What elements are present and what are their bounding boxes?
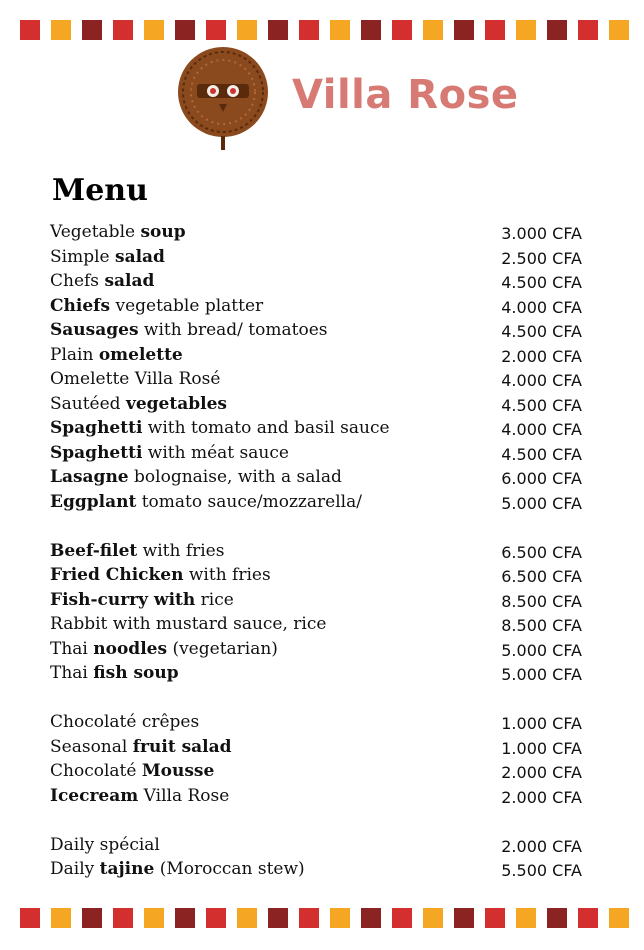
menu-item-row xyxy=(50,614,590,638)
menu-item-name xyxy=(50,786,229,806)
border-square xyxy=(299,20,319,40)
border-square xyxy=(206,908,226,928)
menu-item-row xyxy=(50,443,590,467)
border-square xyxy=(423,20,443,40)
border-square xyxy=(330,908,350,928)
border-square xyxy=(361,908,381,928)
menu-item-name-pre: Rabbit with mustard sauce, rice xyxy=(50,614,327,634)
menu-item-name-post: with tomato and basil sauce xyxy=(142,418,390,438)
menu-item-row xyxy=(50,541,590,565)
menu-item-row xyxy=(50,761,590,785)
menu-item-row xyxy=(50,271,590,295)
menu-item-name xyxy=(50,394,227,414)
menu-item-price: 2.000 CFA xyxy=(501,347,582,366)
border-square xyxy=(609,20,629,40)
menu-item-price: 8.500 CFA xyxy=(501,616,582,635)
menu-item-price: 4.000 CFA xyxy=(501,371,582,390)
menu-item-name-bold: Beef-filet xyxy=(50,541,138,561)
menu-item-price: 4.000 CFA xyxy=(501,298,582,317)
menu-item-name xyxy=(50,761,214,781)
menu-item-row xyxy=(50,320,590,344)
menu-item-name xyxy=(50,541,224,561)
menu-item-name xyxy=(50,418,390,438)
border-square xyxy=(330,20,350,40)
border-square xyxy=(392,20,412,40)
menu-item-name-pre: Simple xyxy=(50,247,115,267)
menu-item-name-bold: Fried Chicken xyxy=(50,565,184,585)
top-decorative-border xyxy=(20,20,632,40)
menu-item-name-bold: tajine xyxy=(99,859,155,879)
menu-item-price: 5.000 CFA xyxy=(501,665,582,684)
menu-item-price: 3.000 CFA xyxy=(501,224,582,243)
menu-item-row xyxy=(50,296,590,320)
menu-item-name xyxy=(50,320,327,340)
menu-item-name xyxy=(50,859,305,879)
menu-item-name-post: rice xyxy=(195,590,234,610)
menu-item-row xyxy=(50,737,590,761)
menu-item-name-bold: Icecream xyxy=(50,786,139,806)
border-square xyxy=(516,20,536,40)
menu-item-name-post: Villa Rose xyxy=(138,786,230,806)
menu-item-price: 6.500 CFA xyxy=(501,567,582,586)
menu-item-name-pre: Thai xyxy=(50,663,94,683)
menu-item-row xyxy=(50,639,590,663)
border-square xyxy=(609,908,629,928)
menu-item-price: 4.500 CFA xyxy=(501,322,582,341)
menu-item-row xyxy=(50,369,590,393)
border-square xyxy=(144,20,164,40)
menu-item-name xyxy=(50,590,234,610)
menu-item-price: 1.000 CFA xyxy=(501,739,582,758)
menu-item-name-pre: Chocolaté xyxy=(50,761,142,781)
menu-item-name-pre: Thai xyxy=(50,639,94,659)
menu-item-row xyxy=(50,590,590,614)
menu-item-row xyxy=(50,394,590,418)
menu-item-name-pre: Vegetable xyxy=(50,222,141,242)
menu-item-row xyxy=(50,786,590,810)
menu-item-price: 4.500 CFA xyxy=(501,445,582,464)
menu-item-name-post: tomato sauce/mozzarella/ xyxy=(136,492,362,512)
border-square xyxy=(175,908,195,928)
menu-item-row xyxy=(50,345,590,369)
menu-item-name-post: bolognaise, with a salad xyxy=(128,467,342,487)
menu-item-name-bold: vegetables xyxy=(125,394,227,414)
tribal-mask-logo-icon xyxy=(175,46,271,152)
menu-item-name-post: with fries xyxy=(137,541,225,561)
menu-item-name xyxy=(50,467,342,487)
menu-item-name xyxy=(50,247,165,267)
border-square xyxy=(82,908,102,928)
menu-item-name xyxy=(50,737,232,757)
restaurant-name: Villa Rose xyxy=(292,72,519,118)
menu-item-name xyxy=(50,443,289,463)
menu-item-name xyxy=(50,271,154,291)
menu-item-row xyxy=(50,247,590,271)
menu-item-price: 5.000 CFA xyxy=(501,641,582,660)
border-square xyxy=(454,908,474,928)
border-square xyxy=(299,908,319,928)
menu-item-row xyxy=(50,492,590,516)
border-square xyxy=(485,20,505,40)
bottom-decorative-border xyxy=(20,908,632,928)
menu-item-name-bold: Spaghetti xyxy=(50,443,143,463)
menu-item-name-post: (Moroccan stew) xyxy=(154,859,305,879)
menu-item-name-post: with fries xyxy=(183,565,271,585)
border-square xyxy=(578,20,598,40)
menu-item-name-pre: Daily xyxy=(50,859,100,879)
border-square xyxy=(516,908,536,928)
menu-item-name xyxy=(50,565,271,585)
menu-item-name-bold: noodles xyxy=(93,639,168,659)
menu-item-name-bold: Fish-curry with xyxy=(50,590,196,610)
menu-item-name-bold: salad xyxy=(115,247,165,267)
menu-item-name-bold: salad xyxy=(104,271,155,291)
menu-item-price: 2.500 CFA xyxy=(501,249,582,268)
menu-item-name xyxy=(50,663,179,683)
menu-item-price: 4.000 CFA xyxy=(501,420,582,439)
menu-item-price: 6.000 CFA xyxy=(501,469,582,488)
border-square xyxy=(82,20,102,40)
border-square xyxy=(175,20,195,40)
menu-item-name-bold: omelette xyxy=(98,345,183,365)
border-square xyxy=(144,908,164,928)
menu-item-price: 4.500 CFA xyxy=(501,396,582,415)
menu-item-name-bold: Eggplant xyxy=(50,492,137,512)
menu-item-price: 1.000 CFA xyxy=(501,714,582,733)
menu-item-name-pre: Chefs xyxy=(50,271,105,291)
menu-item-row xyxy=(50,663,590,687)
menu-item-name-bold: Mousse xyxy=(141,761,215,781)
border-square xyxy=(113,908,133,928)
menu-item-row xyxy=(50,418,590,442)
menu-item-price: 2.000 CFA xyxy=(501,788,582,807)
border-square xyxy=(268,20,288,40)
menu-item-name-post: with bread/ tomatoes xyxy=(138,320,328,340)
menu-item-name-post: vegetable platter xyxy=(110,296,264,316)
menu-item-name xyxy=(50,345,183,365)
border-square xyxy=(547,20,567,40)
menu-item-name xyxy=(50,492,362,512)
menu-item-price: 5.000 CFA xyxy=(501,494,582,513)
border-square xyxy=(547,908,567,928)
border-square xyxy=(392,908,412,928)
menu-item-name-bold: fish soup xyxy=(93,663,179,683)
menu-item-price: 2.000 CFA xyxy=(501,837,582,856)
border-square xyxy=(454,20,474,40)
border-square xyxy=(51,20,71,40)
menu-item-name xyxy=(50,712,199,732)
border-square xyxy=(237,20,257,40)
menu-item-name-bold: fruit salad xyxy=(132,737,232,757)
menu-item-row xyxy=(50,222,590,246)
menu-item-row xyxy=(50,835,590,859)
menu-item-name xyxy=(50,614,326,634)
menu-item-name-bold: Sausages xyxy=(50,320,139,340)
menu-item-name-bold: Spaghetti xyxy=(50,418,143,438)
menu-item-price: 5.500 CFA xyxy=(501,861,582,880)
menu-item-price: 2.000 CFA xyxy=(501,763,582,782)
border-square xyxy=(268,908,288,928)
menu-item-row xyxy=(50,712,590,736)
menu-item-name-pre: Sautéed xyxy=(50,394,126,414)
menu-item-name xyxy=(50,296,263,316)
menu-title: Menu xyxy=(52,173,148,208)
menu-item-name xyxy=(50,369,220,389)
menu-item-name-bold: soup xyxy=(140,222,186,242)
menu-item-price: 6.500 CFA xyxy=(501,543,582,562)
border-square xyxy=(20,908,40,928)
menu-item-name-pre: Plain xyxy=(50,345,99,365)
border-square xyxy=(485,908,505,928)
menu-item-name-pre: Omelette Villa Rosé xyxy=(50,369,221,389)
menu-item-name xyxy=(50,222,186,242)
menu-item-price: 4.500 CFA xyxy=(501,273,582,292)
border-square xyxy=(51,908,71,928)
menu-item-name-bold: Chiefs xyxy=(50,296,111,316)
border-square xyxy=(361,20,381,40)
menu-item-row xyxy=(50,565,590,589)
menu-item-price: 8.500 CFA xyxy=(501,592,582,611)
menu-item-name-bold: Lasagne xyxy=(50,467,129,487)
menu-item-name xyxy=(50,835,160,855)
menu-item-name-post: with méat sauce xyxy=(142,443,289,463)
border-square xyxy=(423,908,443,928)
menu-item-name-post: (vegetarian) xyxy=(167,639,278,659)
border-square xyxy=(113,20,133,40)
border-square xyxy=(206,20,226,40)
border-square xyxy=(237,908,257,928)
menu-item-name xyxy=(50,639,278,659)
menu-item-row xyxy=(50,859,590,883)
menu-item-name-pre: Seasonal xyxy=(50,737,133,757)
border-square xyxy=(578,908,598,928)
menu-item-name-pre: Daily spécial xyxy=(50,835,160,855)
menu-item-name-pre: Chocolaté crêpes xyxy=(50,712,200,732)
border-square xyxy=(20,20,40,40)
menu-item-row xyxy=(50,467,590,491)
